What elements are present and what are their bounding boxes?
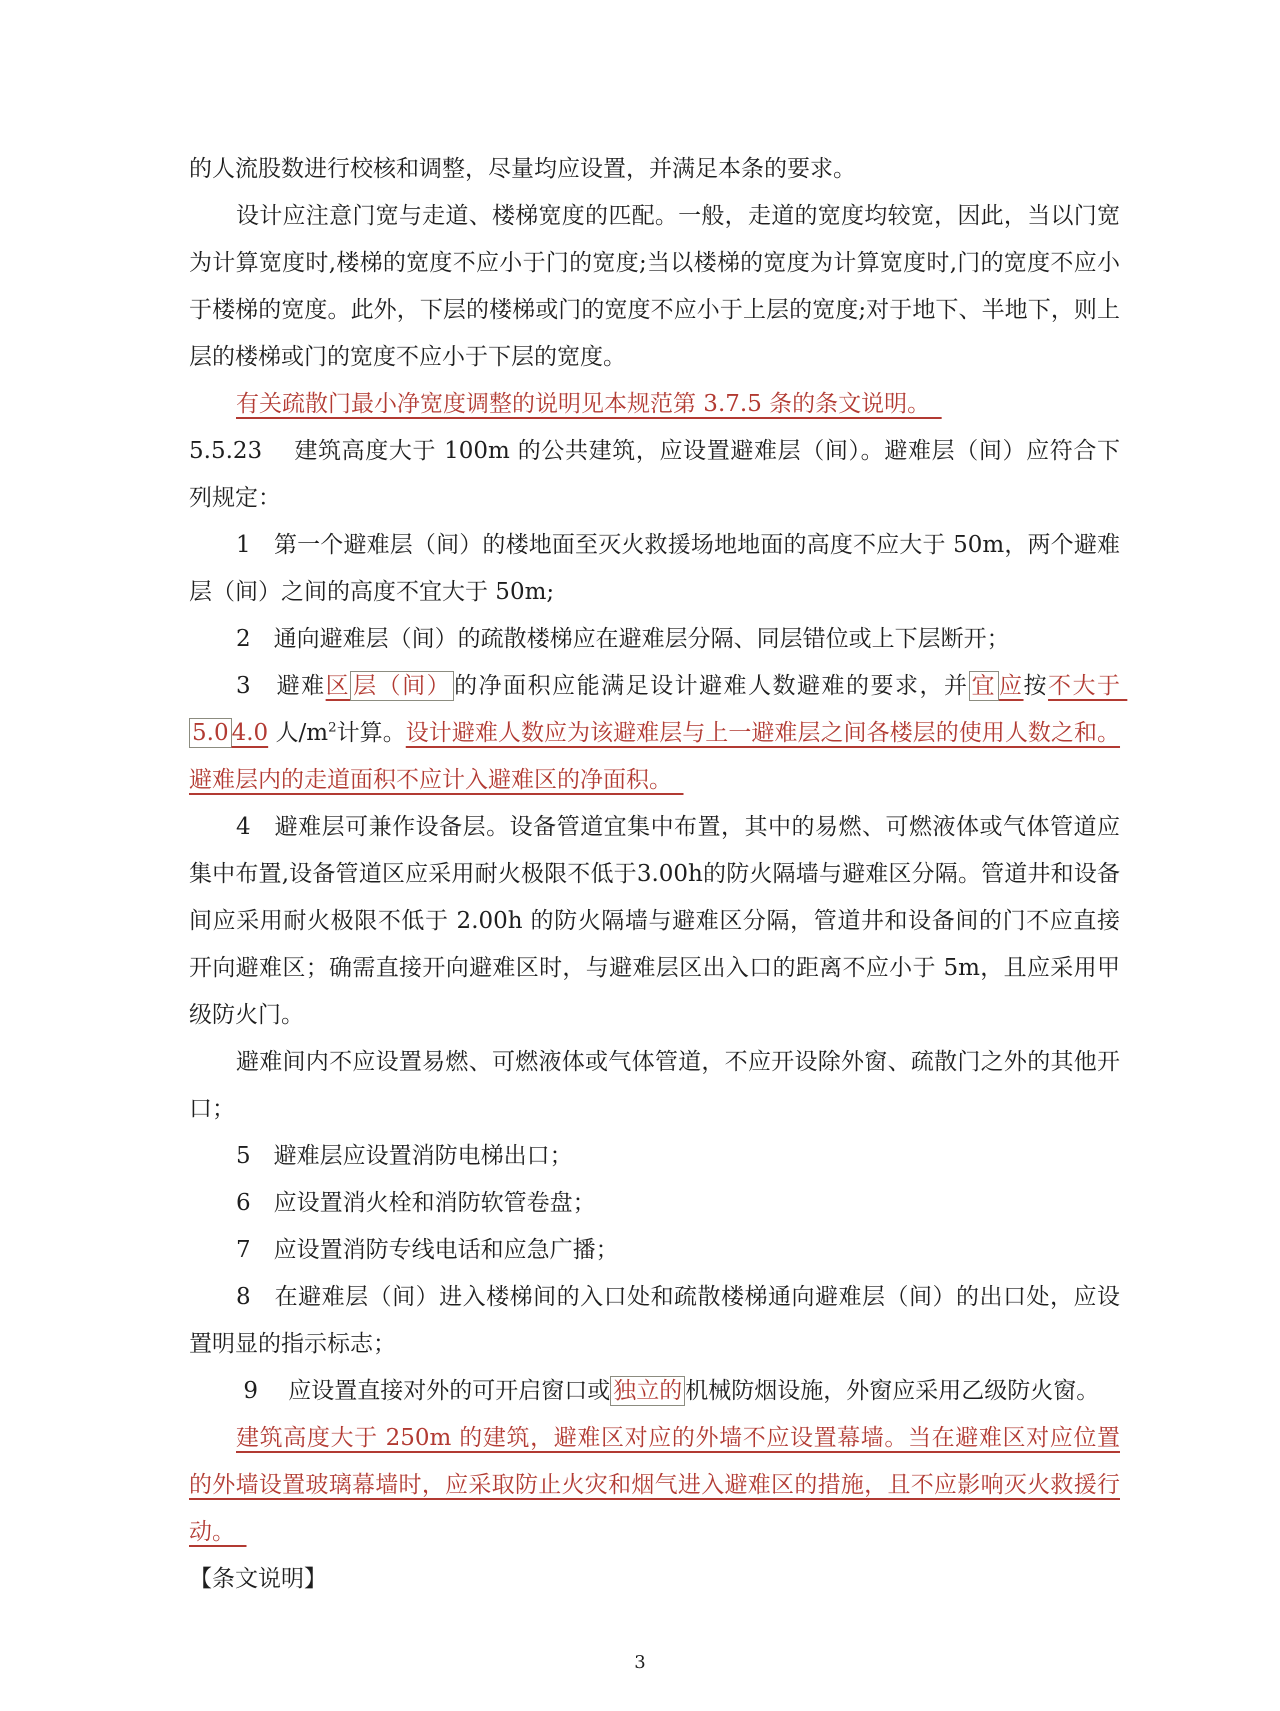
text-run: 3 避难 <box>236 673 326 699</box>
text-run: 应 <box>999 673 1024 699</box>
para-door-width-matching <box>189 193 1120 381</box>
page-number: 3 <box>634 1652 646 1673</box>
item-5 <box>189 1133 1120 1180</box>
item-4 <box>189 804 1120 1039</box>
text-run: 建筑高度大于 250m 的建筑，避难区对应的外墙不应设置幕墙。当在避难区对应位置的外墙设置玻璃幕墙时，应采取防止火灾和烟气进入避难区的措施，且不应影响灭火救援行动。 <box>189 1425 1120 1545</box>
text-run: 层（间） <box>350 671 454 701</box>
text-run: 的净面积应能满足设计避难人数避难的要求，并 <box>454 673 969 699</box>
text-run: 按 <box>1023 673 1049 699</box>
text-run: 独立的 <box>610 1376 685 1406</box>
item-2 <box>189 616 1120 663</box>
text-run: 不大于 <box>1048 673 1128 699</box>
text-run: 设计避难人数应为该避难层与上一避难层之间各楼层的使用人数之和。避难层内的走道面积不应计入避难区的净面积。 <box>189 720 1121 793</box>
text-run: 的人流股数进行校核和调整，尽量均应设置，并满足本条的要求。 <box>189 156 856 182</box>
item-3 <box>189 663 1128 804</box>
text-run: 宜 <box>969 671 1000 701</box>
text-run: 5.5.23 建筑高度大于 100m 的公共建筑，应设置避难层（间）。避难层（间）应符合下列规定： <box>189 438 1120 511</box>
text-run: 8 在避难层（间）进入楼梯间的入口处和疏散楼梯通向避难层（间）的出口处，应设置明显的指示标志； <box>189 1284 1120 1357</box>
para-continuation <box>189 146 1120 193</box>
text-run: 9 应设置直接对外的可开启窗口或 <box>236 1378 611 1404</box>
text-run: 4.0 <box>231 720 269 746</box>
item-7 <box>189 1227 1120 1274</box>
text-run: 计算。 <box>336 720 406 746</box>
item-8 <box>189 1274 1120 1368</box>
text-run: 2 <box>328 720 337 736</box>
para-curtain-wall-250m <box>189 1415 1120 1556</box>
para-ref-3-7-5 <box>189 381 1120 428</box>
text-run: 人/m <box>268 720 329 746</box>
item-9 <box>189 1368 1120 1415</box>
text-run: 避难间内不应设置易燃、可燃液体或气体管道，不应开设除外窗、疏散门之外的其他开口； <box>189 1049 1120 1122</box>
text-run: 【条文说明】 <box>189 1566 327 1592</box>
text-run: 有关疏散门最小净宽度调整的说明见本规范第 3.7.5 条的条文说明。 <box>236 391 942 417</box>
text-run: 区 <box>325 673 351 699</box>
text-run: 1 第一个避难层（间）的楼地面至灭火救援场地地面的高度不应大于 50m，两个避难层（间）之间的高度不宜大于 50m; <box>189 532 1120 605</box>
document-content <box>189 146 1128 1603</box>
text-run: 6 应设置消火栓和消防软管卷盘； <box>236 1190 596 1216</box>
text-run: 5.0 <box>189 718 232 748</box>
text-run: 4 避难层可兼作设备层。设备管道宜集中布置，其中的易燃、可燃液体或气体管道应集中布置,设备管道区应采用耐火极限不低于3.00h的防火隔墙与避难区分隔。管道井和设备间应采用耐火极限不低于 2.00h 的防火隔墙与避难区分隔，管道井和设备间的门不应直接开向避难区；确需直接开向避难区时，与避难层区出入口的距离不应小于 5m，且应采用甲级防火门。 <box>189 814 1120 1028</box>
item-1 <box>189 522 1120 616</box>
text-run: 设计应注意门宽与走道、楼梯宽度的匹配。一般，走道的宽度均较宽，因此，当以门宽为计算宽度时,楼梯的宽度不应小于门的宽度;当以楼梯的宽度为计算宽度时,门的宽度不应小于楼梯的宽度。此外，下层的楼梯或门的宽度不应小于上层的宽度;对于地下、半地下，则上层的楼梯或门的宽度不应小于下层的宽度。 <box>189 203 1120 370</box>
text-run: 5 避难层应设置消防电梯出口； <box>236 1143 573 1169</box>
para-refuge-room-openings <box>189 1039 1120 1133</box>
clause-5-5-23 <box>189 428 1120 522</box>
text-run: 7 应设置消防专线电话和应急广播； <box>236 1237 619 1263</box>
item-6 <box>189 1180 1120 1227</box>
text-run: 2 通向避难层（间）的疏散楼梯应在避难层分隔、同层错位或上下层断开； <box>236 626 1010 652</box>
text-run: 机械防烟设施，外窗应采用乙级防火窗。 <box>685 1378 1100 1404</box>
para-commentary-heading <box>189 1556 1120 1603</box>
